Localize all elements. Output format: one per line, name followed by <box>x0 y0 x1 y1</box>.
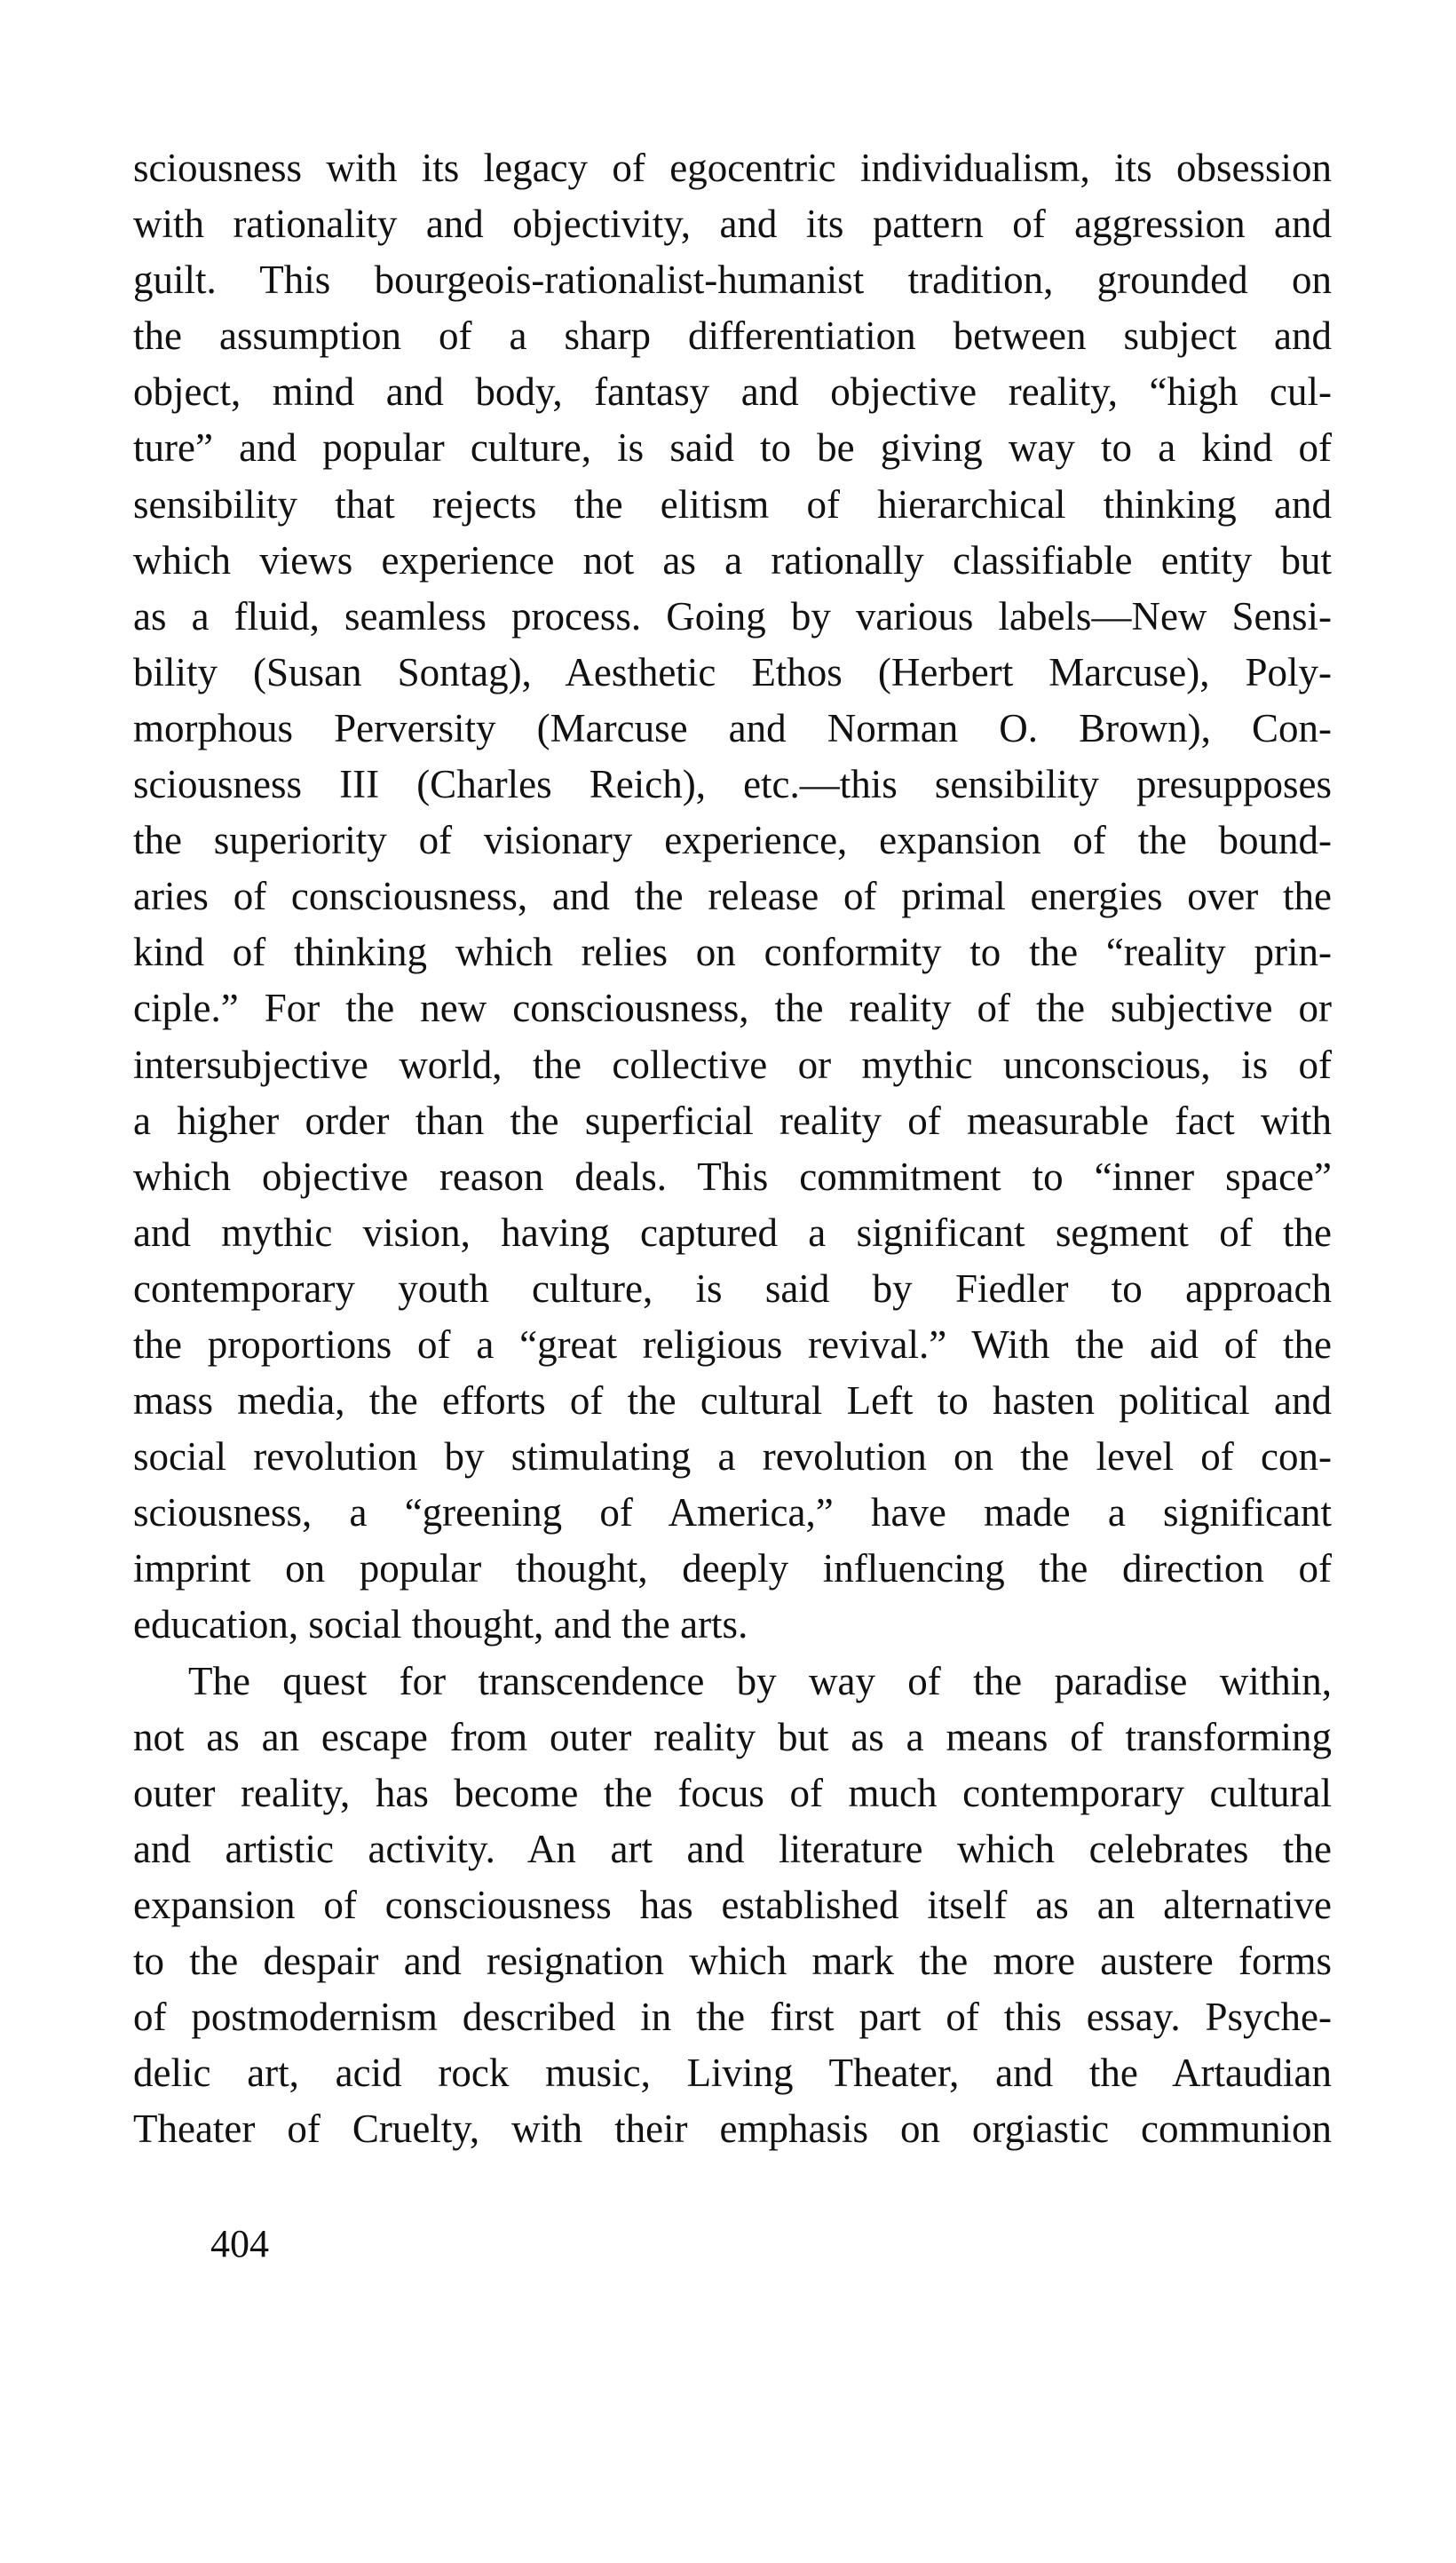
text-line: which objective reason deals. This commitment to “inner space” <box>133 1154 1332 1199</box>
text-line: with rationality and objectivity, and its pattern of aggression and <box>133 202 1332 247</box>
text-line: not as an escape from outer reality but as a means of transforming <box>133 1714 1332 1759</box>
text-line: and mythic vision, having captured a significant segment of the <box>133 1210 1332 1255</box>
paragraph-start-line: The quest for transcendence by way of the paradise within, <box>188 1658 1332 1703</box>
text-line: of postmodernism described in the first part of this essay. Psyche- <box>133 1995 1332 2040</box>
text-line: a higher order than the superficial reality of measurable fact with <box>133 1098 1332 1143</box>
text-line: ture” and popular culture, is said to be giving way to a kind of <box>133 425 1332 471</box>
text-line: sensibility that rejects the elitism of hierarchical thinking and <box>133 481 1332 527</box>
text-line: intersubjective world, the collective or mythic unconscious, is of <box>133 1042 1332 1087</box>
text-line: the assumption of a sharp differentiation between subject and <box>133 313 1332 359</box>
text-line: guilt. This bourgeois-rationalist-humanist tradition, grounded on <box>133 258 1332 303</box>
text-line: the proportions of a “great religious revival.” With the aid of the <box>133 1321 1332 1367</box>
text-line: imprint on popular thought, deeply influencing the direction of <box>133 1546 1332 1591</box>
text-line: to the despair and resignation which mark the more austere forms <box>133 1939 1332 1983</box>
text-line: which views experience not as a rationally classifiable entity but <box>133 537 1332 583</box>
text-line: sciousness III (Charles Reich), etc.—this sensibility presupposes <box>133 762 1332 807</box>
text-line: aries of consciousness, and the release of primal energies over the <box>133 874 1332 919</box>
text-line: bility (Susan Sontag), Aesthetic Ethos (Herbert Marcuse), Poly- <box>133 649 1332 694</box>
body-text <box>133 140 1332 2157</box>
text-line: Theater of Cruelty, with their emphasis on orgiastic communion <box>133 2107 1332 2152</box>
text-line: ciple.” For the new consciousness, the reality of the subjective or <box>133 986 1332 1031</box>
text-line: the superiority of visionary experience, expansion of the bound- <box>133 818 1332 863</box>
text-line: outer reality, has become the focus of much contemporary cultural <box>133 1770 1332 1815</box>
paragraph-end-line: education, social thought, and the arts. <box>133 1602 748 1647</box>
text-line: delic art, acid rock music, Living Theater, and the Artaudian <box>133 2051 1332 2096</box>
text-line: mass media, the efforts of the cultural Left to hasten political and <box>133 1378 1332 1424</box>
text-line: as a fluid, seamless process. Going by various labels—New Sensi- <box>133 593 1332 639</box>
text-line: social revolution by stimulating a revolution on the level of con- <box>133 1434 1332 1480</box>
text-line: sciousness with its legacy of egocentric individualism, its obsession <box>133 146 1332 190</box>
text-line: object, mind and body, fantasy and objective reality, “high cul- <box>133 369 1332 415</box>
text-line: sciousness, a “greening of America,” have made a significant <box>133 1490 1332 1535</box>
page-number: 404 <box>210 2222 269 2265</box>
text-line: contemporary youth culture, is said by Fiedler to approach <box>133 1266 1332 1311</box>
text-line: expansion of consciousness has established itself as an alternative <box>133 1882 1332 1927</box>
text-line: morphous Perversity (Marcuse and Norman O. Brown), Con- <box>133 705 1332 750</box>
text-line: kind of thinking which relies on conformity to the “reality prin- <box>133 930 1332 975</box>
text-line: and artistic activity. An art and literature which celebrates the <box>133 1826 1332 1871</box>
